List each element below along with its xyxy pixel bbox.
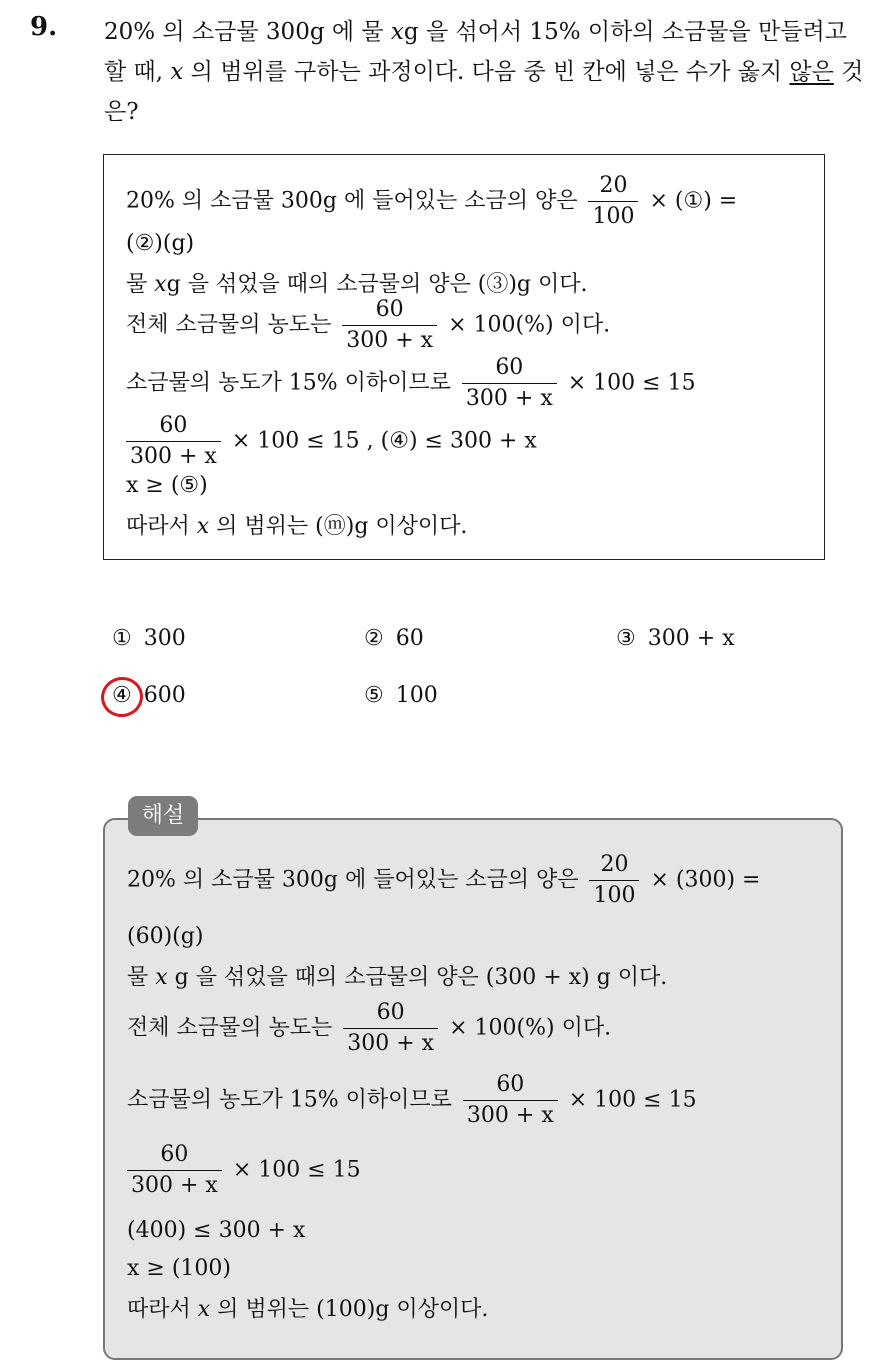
solution-box	[103, 818, 843, 1360]
solution-tag: 해설	[128, 796, 198, 836]
sol-line-7: (400) ≤ 300 + x	[127, 1218, 306, 1243]
question-number: 9.	[30, 12, 58, 42]
box-line-4: 전체 소금물의 농도는 $\frac{60}{300 + x}$ × 100(%) 이다.	[126, 295, 610, 356]
sol-line-2: (60)(g)	[127, 924, 204, 949]
box-line-5: 소금물의 농도가 15% 이하이므로 $\frac{60}{300 + x}$ × 100 ≤ 15	[126, 353, 696, 414]
fraction: $\frac{20}{100}$	[589, 850, 639, 911]
box-line-1: 20% 의 소금물 300g 에 들어있는 소금의 양은 $\frac{20}{100}$ × (①) =	[126, 171, 737, 232]
choice-2[interactable]: ② 60	[364, 626, 424, 651]
sol-line-5: 소금물의 농도가 15% 이하이므로 $\frac{60}{300 + x}$ × 100 ≤ 15	[127, 1070, 697, 1131]
fraction: $\frac{20}{100}$	[588, 171, 638, 232]
problem-box	[103, 154, 825, 560]
box-line-3: 물 xg 을 섞었을 때의 소금물의 양은 (③)g 이다.	[126, 272, 588, 297]
choice-4[interactable]: ④ 600	[112, 683, 186, 708]
box-line-6: $\frac{60}{300 + x}$ × 100 ≤ 15 , (④) ≤ 300 + x	[122, 411, 537, 472]
choice-5[interactable]: ⑤ 100	[364, 683, 438, 708]
question-text: 20% 의 소금물 300g 에 물 xg 을 섞어서 15% 이하의 소금물을 만들려고 할 때, x 의 범위를 구하는 과정이다. 다음 중 빈 칸에 넣은 수가 옳지 않은 것은?	[104, 19, 864, 125]
sol-line-4: 전체 소금물의 농도는 $\frac{60}{300 + x}$ × 100(%) 이다.	[127, 998, 611, 1059]
box-line-7: x ≥ (⑤)	[126, 473, 208, 498]
sol-line-6: $\frac{60}{300 + x}$ × 100 ≤ 15	[123, 1140, 361, 1201]
box-line-8: 따라서 x 의 범위는 (ⓜ)g 이상이다.	[126, 514, 468, 539]
fraction: $\frac{60}{300 + x}$	[462, 353, 557, 414]
fraction: $\frac{60}{300 + x}$	[463, 1070, 558, 1131]
choice-3[interactable]: ③ 300 + x	[616, 626, 735, 651]
fraction: $\frac{60}{300 + x}$	[126, 411, 221, 472]
answer-circle-mark	[97, 673, 146, 721]
fraction: $\frac{60}{300 + x}$	[127, 1140, 222, 1201]
sol-line-9: 따라서 x 의 범위는 (100)g 이상이다.	[127, 1297, 489, 1322]
fraction: $\frac{60}{300 + x}$	[342, 295, 437, 356]
box-line-2: (②)(g)	[126, 231, 195, 256]
sol-line-3: 물 x g 을 섞었을 때의 소금물의 양은 (300 + x) g 이다.	[127, 965, 668, 990]
fraction: $\frac{60}{300 + x}$	[343, 998, 438, 1059]
underlined-word: 않은	[789, 59, 834, 85]
choice-1[interactable]: ① 300	[112, 626, 186, 651]
sol-line-8: x ≥ (100)	[127, 1256, 231, 1281]
sol-line-1: 20% 의 소금물 300g 에 들어있는 소금의 양은 $\frac{20}{100}$ × (300) =	[127, 850, 760, 911]
